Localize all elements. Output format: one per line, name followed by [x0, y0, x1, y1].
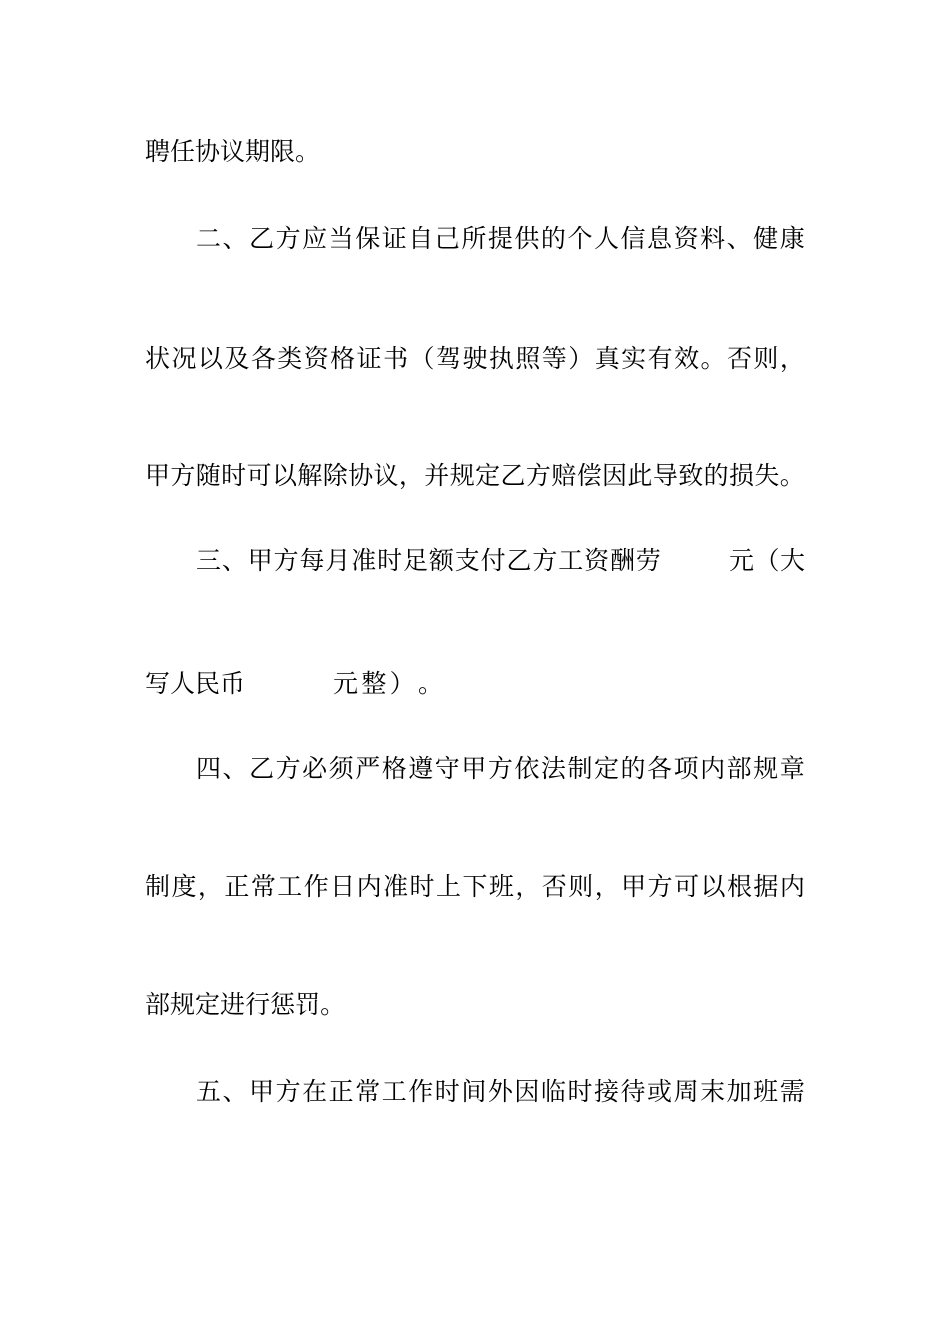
text-line-7 — [196, 751, 805, 787]
text-segment: 三 、 甲 方 每 月 准 时 足 额 支 付 乙 方 工 资 酬 劳 — [196, 546, 661, 575]
text-segment: 写 人 民 币 — [145, 669, 246, 698]
text-segment: 二 、 乙 方 应 当 保 证 自 己 所 提 供 的 个 人 信 息 资 料 、 健 康 — [196, 224, 805, 253]
text-segment: 五 、 甲 方 在 正 常 工 作 时 间 外 因 临 时 接 待 或 周 末 加 班 需 — [196, 1077, 805, 1106]
text-segment: 制 度 ， 正 常 工 作 日 内 准 时 上 下 班 ， 否 则 ， 甲 方 可 以 根 据 内 — [145, 872, 805, 901]
text-line-8 — [145, 869, 805, 905]
text-line-9 — [145, 987, 805, 1023]
text-segment: 部 规 定 进 行 惩 罚 。 — [145, 990, 346, 1019]
text-segment: 元 （ 大 — [729, 546, 805, 575]
text-line-6 — [145, 666, 805, 702]
text-line-5 — [196, 543, 805, 579]
text-line-1 — [145, 134, 805, 170]
text-segment: 甲 方 随 时 可 以 解 除 协 议 ， 并 规 定 乙 方 赔 偿 因 此 导 致 的 损 失 。 — [145, 461, 805, 490]
text-line-4 — [145, 458, 805, 494]
text-segment: 聘任协议期限。 — [145, 137, 321, 166]
text-line-10 — [196, 1074, 805, 1110]
text-line-3 — [145, 341, 805, 377]
text-segment: 状 况 以 及 各 类 资 格 证 书 （ 驾 驶 执 照 等 ） 真 实 有 效 。 否 则 ， — [145, 344, 805, 373]
text-segment: 元 整 ） 。 — [333, 669, 443, 698]
text-line-2 — [196, 221, 805, 257]
text-segment: 四 、 乙 方 必 须 严 格 遵 守 甲 方 依 法 制 定 的 各 项 内 部 规 章 — [196, 754, 805, 783]
